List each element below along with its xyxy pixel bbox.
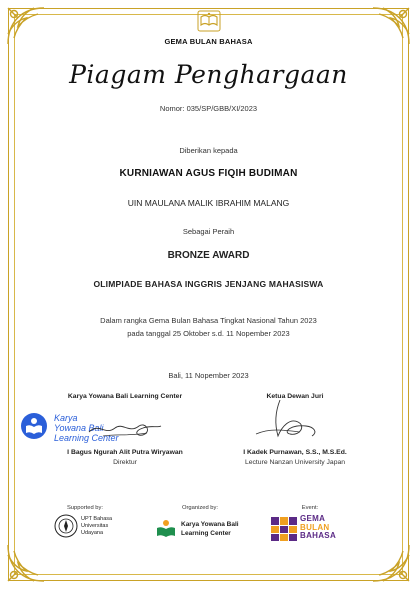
left-signatory-role: Direktur [113,459,137,466]
supported-by-label: Supported by: [66,505,104,511]
kyb-organizer-logo [155,516,265,542]
left-signatory-name: I Bagus Ngurah Alit Putra Wiryawan [67,449,183,456]
udayana-seal-icon [54,514,78,538]
kyb-organizer-text: Karya Yowana Bali Learning Center [181,521,239,537]
place-date: Bali, 11 Nopember 2023 [168,371,249,380]
organized-by-label: Organized by: [181,505,219,511]
organization-name: GEMA BULAN BAHASA [164,37,253,46]
event-name: OLIMPIADE BAHASA INGGRIS JENJANG MAHASISWA [93,279,324,289]
udayana-logo [54,514,134,544]
right-handwritten-signature [250,396,325,446]
kyb-logo-text: Karya Yowana Bali Learning Center [54,413,119,443]
udayana-logo-text: UPT Bahasa Universitas Udayana [81,516,113,536]
left-signatory-organization: Karya Yowana Bali Learning Center [67,393,183,400]
gema-bulan-bahasa-logo [270,514,360,544]
description-line-1: Dalam rangka Gema Bulan Bahasa Tingkat Nasional Tahun 2023 [100,316,317,325]
gbb-pattern-icon [270,516,298,542]
certificate-title: Piagam Penghargaan [69,60,348,89]
book-crest-icon [197,10,221,32]
certificate-number: Nomor: 035/SP/GBB/XI/2023 [159,104,258,113]
event-label: Event: [301,505,319,511]
book-reader-icon [20,412,48,440]
award-title: BRONZE AWARD [167,250,250,261]
left-handwritten-signature [85,412,165,442]
given-to-label: Diberikan kepada [179,146,238,155]
right-signatory-role: Lecture Nanzan University Japan [244,459,346,466]
description-line-2: pada tanggal 25 Oktober s.d. 11 Nopember 2023 [127,329,290,338]
right-signatory-name: I Kadek Purnawan, S.S., M.S.Ed. [243,449,347,456]
gbb-logo-text: GEMA BULAN BAHASA [300,514,337,540]
as-label: Sebagai Peraih [182,227,235,236]
right-signatory-title: Ketua Dewan Juri [266,393,324,400]
corner-ornament-bottom-right [367,539,413,585]
recipient-name: KURNIAWAN AGUS FIQIH BUDIMAN [119,168,298,179]
recipient-institution: UIN MAULANA MALIK IBRAHIM MALANG [127,198,290,208]
corner-ornament-bottom-left [4,539,50,585]
inner-frame [14,14,403,575]
book-reader-icon [155,517,177,539]
